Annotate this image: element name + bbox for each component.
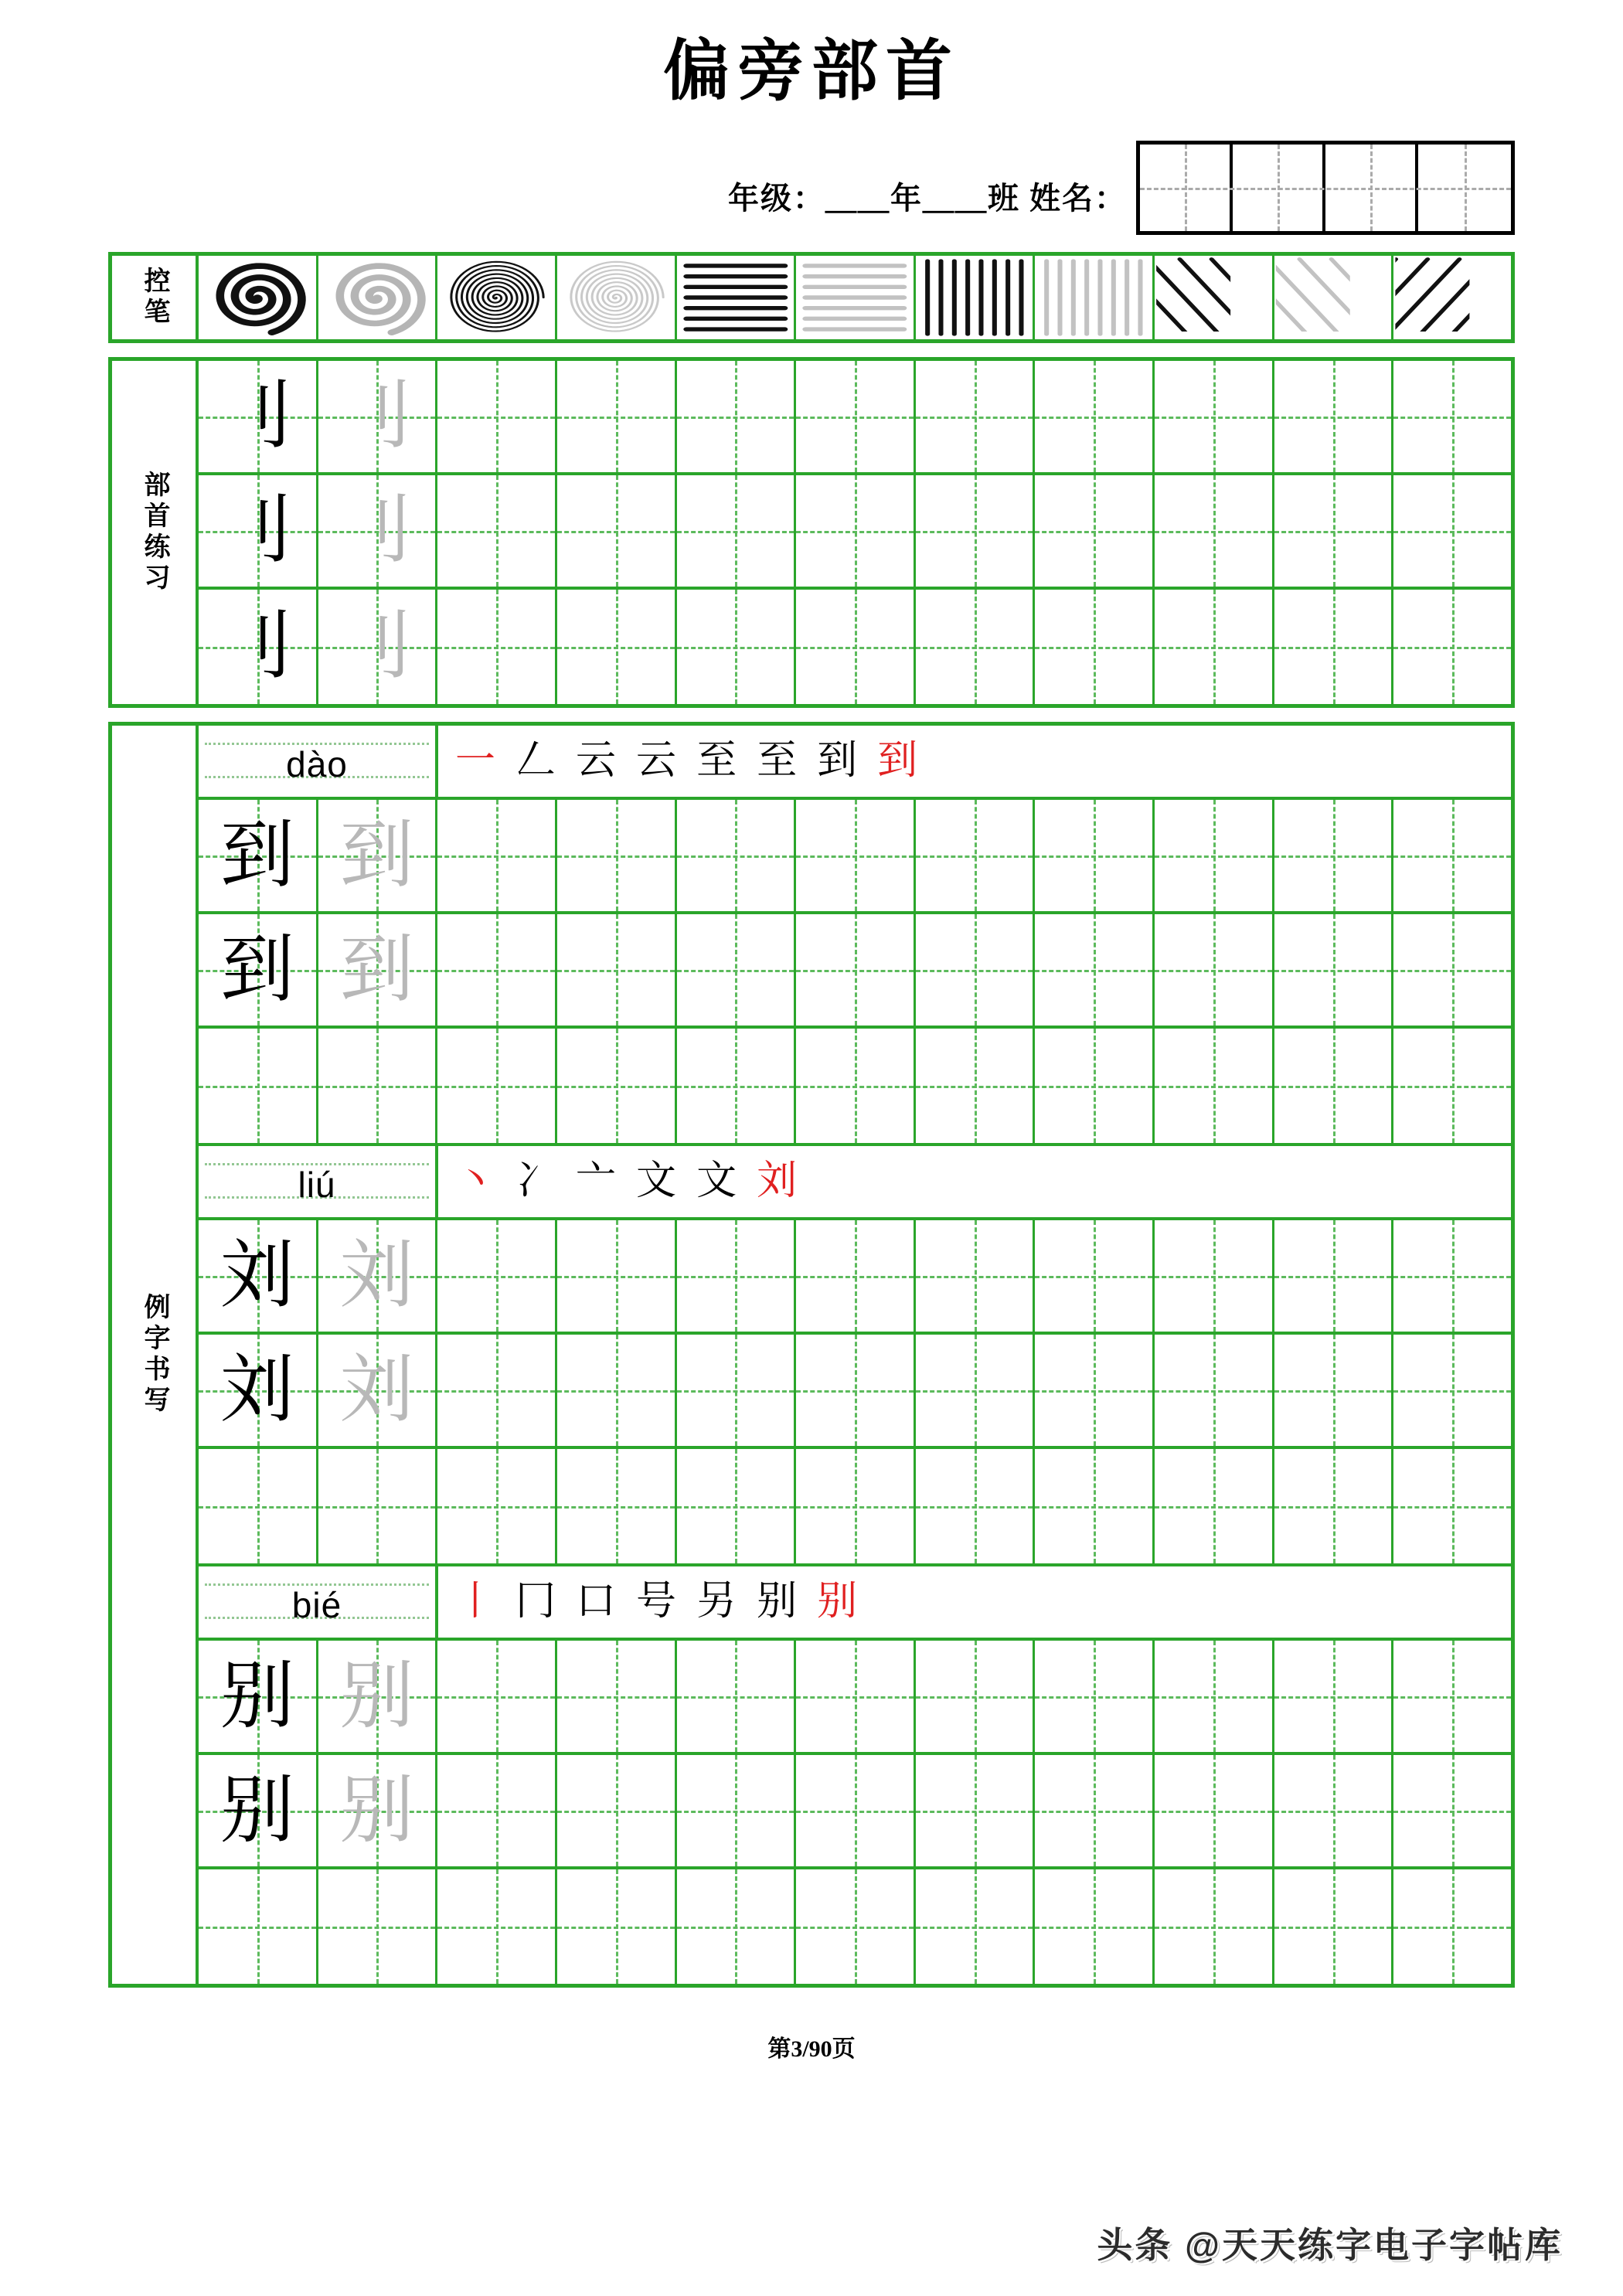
stroke-step: 冂: [515, 1580, 556, 1624]
practice-cell[interactable]: [318, 1449, 438, 1563]
practice-cell[interactable]: [1035, 1335, 1155, 1446]
practice-cell[interactable]: [1393, 1449, 1511, 1563]
practice-cell[interactable]: [1155, 361, 1274, 472]
practice-cell[interactable]: [916, 361, 1036, 472]
practice-cell[interactable]: [1274, 1449, 1394, 1563]
practice-cell[interactable]: [318, 914, 438, 1026]
radical-row: [199, 361, 1511, 475]
practice-cell[interactable]: [677, 475, 797, 587]
practice-cell[interactable]: [916, 1869, 1036, 1984]
practice-cell[interactable]: [199, 914, 318, 1026]
practice-cell[interactable]: [318, 1869, 438, 1984]
student-info-row: [0, 134, 1623, 235]
practice-cell[interactable]: [557, 800, 677, 911]
practice-cell[interactable]: [1035, 361, 1155, 472]
practice-cell[interactable]: [677, 590, 797, 704]
stroke-step: 文: [696, 1159, 737, 1203]
practice-cell[interactable]: [557, 1641, 677, 1752]
practice-cell[interactable]: [677, 800, 797, 911]
stroke-step: 别: [757, 1580, 798, 1624]
practice-cell[interactable]: [437, 590, 557, 704]
trace-character: 刂: [339, 375, 414, 457]
practice-cell[interactable]: [796, 1449, 916, 1563]
practice-cell[interactable]: [677, 914, 797, 1026]
pinyin-cell: [199, 726, 438, 797]
name-input-boxes[interactable]: [1136, 141, 1515, 235]
model-character: 刂: [219, 489, 294, 572]
diagonal-down-light-icon: [1274, 256, 1394, 339]
character-block: [199, 1566, 1511, 1984]
pinyin-text: bié: [291, 1585, 342, 1625]
stroke-step: 𠃋: [515, 739, 556, 783]
diagonal-down-dark-icon: [1155, 256, 1274, 339]
practice-cell[interactable]: [557, 475, 677, 587]
stroke-step: 云: [576, 739, 617, 783]
example-row: [199, 1029, 1511, 1143]
pinyin-cell: [199, 1566, 438, 1638]
practice-cell[interactable]: [1155, 475, 1274, 587]
practice-cell[interactable]: [199, 1755, 318, 1866]
pinyin-text: liú: [298, 1165, 336, 1205]
practice-cell[interactable]: [1274, 1869, 1394, 1984]
practice-cell[interactable]: [437, 475, 557, 587]
practice-cell[interactable]: [677, 1220, 797, 1332]
practice-cell[interactable]: [437, 1449, 557, 1563]
stroke-step: 到: [877, 739, 918, 783]
practice-cell[interactable]: [557, 1220, 677, 1332]
example-row: [199, 1449, 1511, 1563]
spiral-dense-light-icon: [557, 256, 677, 339]
radical-practice-section: [108, 357, 1515, 708]
practice-cell[interactable]: [437, 800, 557, 911]
model-character: 到: [219, 928, 294, 1011]
character-block: [199, 726, 1511, 1146]
practice-cell[interactable]: [916, 1449, 1036, 1563]
radical-row: [199, 590, 1511, 704]
practice-cell[interactable]: [199, 475, 318, 587]
model-character: 别: [219, 1769, 294, 1852]
pen-control-section: [108, 252, 1515, 343]
spiral-dense-dark-icon: [437, 256, 557, 339]
practice-cell[interactable]: [677, 1335, 797, 1446]
practice-cell[interactable]: [1155, 1641, 1274, 1752]
practice-cell[interactable]: [1274, 1220, 1394, 1332]
vertical-light-icon: [1035, 256, 1155, 339]
trace-character: 别: [339, 1769, 414, 1852]
practice-cell[interactable]: [916, 1755, 1036, 1866]
model-character: 刘: [219, 1349, 294, 1431]
example-writing-section: [108, 722, 1515, 1988]
practice-cell[interactable]: [677, 1755, 797, 1866]
practice-cell[interactable]: [318, 1755, 438, 1866]
practice-cell[interactable]: [916, 590, 1036, 704]
practice-cell[interactable]: [1274, 1029, 1394, 1143]
practice-cell[interactable]: [557, 1869, 677, 1984]
practice-cell[interactable]: [1035, 1869, 1155, 1984]
pinyin-stroke-row: [199, 1146, 1511, 1220]
radical-row: [199, 475, 1511, 590]
pinyin-text: dào: [286, 744, 348, 784]
stroke-step: 文: [636, 1159, 677, 1203]
practice-cell[interactable]: [1393, 1220, 1511, 1332]
stroke-step: 云: [636, 739, 677, 783]
practice-cell[interactable]: [318, 590, 438, 704]
practice-cell[interactable]: [916, 800, 1036, 911]
spiral-thick-light-icon: [318, 256, 438, 339]
radical-practice-label: 部首练习: [112, 361, 199, 704]
practice-cell[interactable]: [557, 914, 677, 1026]
stroke-step: 冫: [515, 1159, 556, 1203]
stroke-step: 亠: [576, 1159, 617, 1203]
practice-cell[interactable]: [1393, 1869, 1511, 1984]
example-row: [199, 1335, 1511, 1449]
practice-cell[interactable]: [677, 1641, 797, 1752]
practice-cell[interactable]: [437, 1641, 557, 1752]
practice-cell[interactable]: [1393, 361, 1511, 472]
practice-cell[interactable]: [1035, 800, 1155, 911]
pinyin-stroke-row: [199, 726, 1511, 800]
practice-cell[interactable]: [1274, 914, 1394, 1026]
practice-cell[interactable]: [318, 800, 438, 911]
practice-cell[interactable]: [318, 1029, 438, 1143]
example-row: [199, 914, 1511, 1029]
stroke-step: 另: [696, 1580, 737, 1624]
stroke-step: 刘: [757, 1159, 798, 1203]
example-row: [199, 1869, 1511, 1984]
stroke-step: 别: [817, 1580, 858, 1624]
practice-cell[interactable]: [1155, 1220, 1274, 1332]
practice-cell[interactable]: [1035, 590, 1155, 704]
practice-cell[interactable]: [1274, 1755, 1394, 1866]
practice-cell[interactable]: [677, 1029, 797, 1143]
practice-cell[interactable]: [1155, 1029, 1274, 1143]
practice-cell[interactable]: [796, 475, 916, 587]
model-character: 到: [219, 814, 294, 896]
practice-cell[interactable]: [916, 1029, 1036, 1143]
radical-practice-grid[interactable]: [199, 361, 1511, 704]
stroke-step: 口: [576, 1580, 617, 1624]
practice-cell[interactable]: [916, 1641, 1036, 1752]
practice-cell[interactable]: [796, 1755, 916, 1866]
practice-cell[interactable]: [796, 800, 916, 911]
name-box[interactable]: [1233, 145, 1325, 231]
pinyin-cell: [199, 1146, 438, 1217]
practice-cell[interactable]: [318, 1335, 438, 1446]
practice-cell[interactable]: [796, 361, 916, 472]
practice-cell[interactable]: [916, 1335, 1036, 1446]
practice-cell[interactable]: [677, 361, 797, 472]
practice-cell[interactable]: [1155, 914, 1274, 1026]
practice-cell[interactable]: [318, 1220, 438, 1332]
name-box[interactable]: [1140, 145, 1233, 231]
trace-character: 刂: [339, 489, 414, 572]
grade-name-label: 年级：＿＿年＿＿班 姓名：: [728, 181, 1127, 216]
practice-cell[interactable]: [1035, 1449, 1155, 1563]
practice-cell[interactable]: [796, 590, 916, 704]
stroke-step: 号: [636, 1580, 677, 1624]
practice-cell[interactable]: [557, 361, 677, 472]
name-box[interactable]: [1418, 145, 1511, 231]
practice-cell[interactable]: [796, 914, 916, 1026]
practice-cell[interactable]: [916, 1220, 1036, 1332]
practice-cell[interactable]: [1393, 800, 1511, 911]
practice-cell[interactable]: [1393, 1641, 1511, 1752]
practice-cell[interactable]: [916, 914, 1036, 1026]
practice-cell[interactable]: [199, 1449, 318, 1563]
vertical-dark-icon: [916, 256, 1036, 339]
practice-cell[interactable]: [796, 1641, 916, 1752]
stroke-step: 丶: [455, 1159, 496, 1203]
practice-cell[interactable]: [1155, 590, 1274, 704]
practice-cell[interactable]: [1035, 1755, 1155, 1866]
practice-cell[interactable]: [557, 1755, 677, 1866]
practice-cell[interactable]: [437, 1755, 557, 1866]
practice-cell[interactable]: [1274, 800, 1394, 911]
pen-control-label: 控笔: [112, 256, 199, 339]
practice-cell[interactable]: [437, 1029, 557, 1143]
character-block: [199, 1146, 1511, 1566]
model-character: 刂: [219, 375, 294, 457]
practice-cell[interactable]: [1274, 361, 1394, 472]
practice-cell[interactable]: [557, 1029, 677, 1143]
trace-character: 别: [339, 1655, 414, 1737]
page-title: 偏旁部首: [663, 34, 960, 108]
example-writing-grid[interactable]: [199, 726, 1511, 1984]
practice-cell[interactable]: [199, 1869, 318, 1984]
stroke-step: 到: [817, 739, 858, 783]
example-row: [199, 800, 1511, 914]
horizontal-dark-icon: [677, 256, 797, 339]
practice-cell[interactable]: [1155, 1335, 1274, 1446]
practice-cell[interactable]: [796, 1335, 916, 1446]
stroke-order-sequence: [438, 1566, 1511, 1638]
example-row: [199, 1755, 1511, 1869]
trace-character: 到: [339, 814, 414, 896]
practice-cell[interactable]: [199, 590, 318, 704]
model-character: 别: [219, 1655, 294, 1737]
practice-cell[interactable]: [437, 361, 557, 472]
practice-cell[interactable]: [796, 1220, 916, 1332]
practice-cell[interactable]: [1393, 1335, 1511, 1446]
trace-character: 刂: [339, 605, 414, 688]
pinyin-stroke-row: [199, 1566, 1511, 1641]
practice-cell[interactable]: [318, 361, 438, 472]
trace-character: 刘: [339, 1349, 414, 1431]
practice-cell[interactable]: [677, 1869, 797, 1984]
name-box[interactable]: [1325, 145, 1418, 231]
practice-cell[interactable]: [1274, 590, 1394, 704]
practice-cell[interactable]: [1155, 800, 1274, 911]
practice-cell[interactable]: [437, 1335, 557, 1446]
model-character: 刂: [219, 605, 294, 688]
horizontal-light-icon: [796, 256, 916, 339]
practice-cell[interactable]: [437, 1220, 557, 1332]
practice-cell[interactable]: [1035, 1029, 1155, 1143]
practice-cell[interactable]: [1274, 475, 1394, 587]
practice-cell[interactable]: [1035, 1641, 1155, 1752]
practice-cell[interactable]: [1393, 590, 1511, 704]
practice-cell[interactable]: [199, 1220, 318, 1332]
example-row: [199, 1641, 1511, 1755]
page-number: 第3/90页: [767, 2036, 856, 2062]
practice-cell[interactable]: [199, 361, 318, 472]
practice-cell[interactable]: [199, 1641, 318, 1752]
practice-cell[interactable]: [796, 1869, 916, 1984]
stroke-step: 丨: [455, 1580, 496, 1624]
trace-character: 刘: [339, 1234, 414, 1317]
practice-cell[interactable]: [199, 1335, 318, 1446]
practice-cell[interactable]: [1035, 914, 1155, 1026]
practice-cell[interactable]: [1035, 1220, 1155, 1332]
practice-cell[interactable]: [796, 1029, 916, 1143]
model-character: 刘: [219, 1234, 294, 1317]
practice-cell[interactable]: [557, 1449, 677, 1563]
watermark: 头条 @天天练字电子字帖库: [1097, 2225, 1563, 2265]
practice-cell[interactable]: [318, 475, 438, 587]
stroke-order-sequence: [438, 726, 1511, 797]
practice-cell[interactable]: [916, 475, 1036, 587]
practice-cell[interactable]: [1393, 1755, 1511, 1866]
stroke-step: 至: [696, 739, 737, 783]
pen-control-cells: [199, 256, 1511, 339]
stroke-step: 至: [757, 739, 798, 783]
practice-cell[interactable]: [318, 1641, 438, 1752]
practice-cell[interactable]: [1393, 475, 1511, 587]
practice-cell[interactable]: [1155, 1869, 1274, 1984]
practice-cell[interactable]: [1393, 914, 1511, 1026]
practice-cell[interactable]: [557, 590, 677, 704]
practice-cell[interactable]: [437, 914, 557, 1026]
stroke-step: 一: [455, 739, 496, 783]
practice-cell[interactable]: [199, 1029, 318, 1143]
practice-cell[interactable]: [677, 1449, 797, 1563]
spiral-thick-dark-icon: [199, 256, 318, 339]
stroke-order-sequence: [438, 1146, 1511, 1217]
practice-cell[interactable]: [1274, 1641, 1394, 1752]
practice-cell[interactable]: [199, 800, 318, 911]
practice-cell[interactable]: [1393, 1029, 1511, 1143]
practice-cell[interactable]: [1035, 475, 1155, 587]
example-writing-label: 例字书写: [112, 726, 199, 1984]
trace-character: 到: [339, 928, 414, 1011]
practice-cell[interactable]: [437, 1869, 557, 1984]
practice-cell[interactable]: [1155, 1449, 1274, 1563]
example-row: [199, 1220, 1511, 1335]
practice-cell[interactable]: [1155, 1755, 1274, 1866]
diagonal-up-dark-icon: [1393, 256, 1511, 339]
practice-cell[interactable]: [557, 1335, 677, 1446]
practice-cell[interactable]: [1274, 1335, 1394, 1446]
